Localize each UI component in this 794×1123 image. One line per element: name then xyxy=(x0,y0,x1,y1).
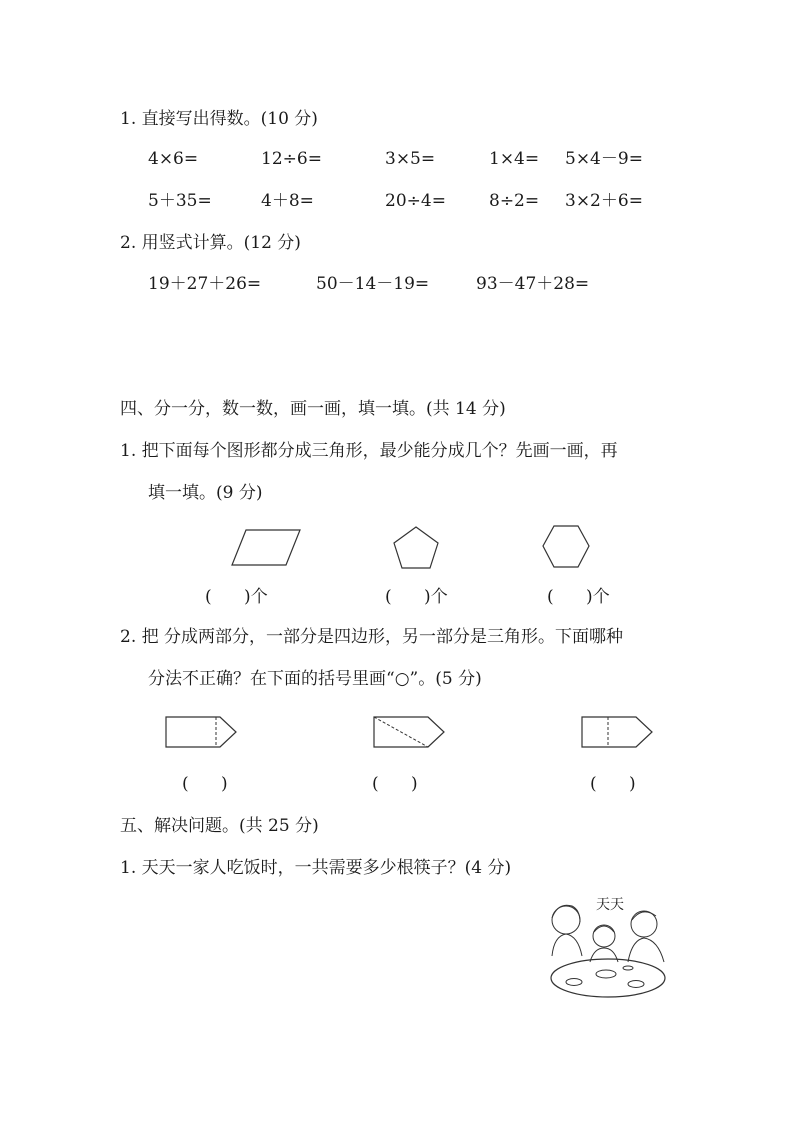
vertical-calc-item: 93－47＋28= xyxy=(476,274,590,294)
vertical-calc-item: 19＋27＋26= xyxy=(148,274,262,294)
oral-calc-item: 5＋35= xyxy=(148,191,212,211)
divided-shape-figure xyxy=(582,716,654,748)
oral-calc-item: 3×5= xyxy=(385,149,436,169)
answer-blank[interactable]: ( )个 xyxy=(205,587,268,607)
pentagon-figure xyxy=(392,526,440,570)
section4-q2-text: 2. 把 分成两部分，一部分是四边形，另一部分是三角形。下面哪种 xyxy=(120,627,624,647)
section4-q2-text: 分法不正确？在下面的括号里画“○”。(5 分) xyxy=(148,669,482,689)
vertical-calc-item: 50－14－19= xyxy=(316,274,430,294)
illustration-label: 天天 xyxy=(596,897,624,913)
oral-calc-item: 4＋8= xyxy=(261,191,314,211)
answer-blank[interactable]: ( )个 xyxy=(547,587,610,607)
section4-q1-text: 1. 把下面每个图形都分成三角形，最少能分成几个？先画一画，再 xyxy=(120,441,618,461)
oral-calc-item: 20÷4= xyxy=(385,191,446,211)
oral-calc-item: 1×4= xyxy=(489,149,540,169)
oral-calc-item: 5×4－9= xyxy=(565,149,643,169)
oral-calc-item: 3×2＋6= xyxy=(565,191,643,211)
answer-parens[interactable]: ( ) xyxy=(372,774,418,794)
hexagon-figure xyxy=(541,525,591,569)
oral-calc-item: 4×6= xyxy=(148,149,199,169)
section4-q1-text: 填一填。(9 分) xyxy=(148,483,263,503)
answer-parens[interactable]: ( ) xyxy=(590,774,636,794)
parallelogram-figure xyxy=(232,528,302,568)
oral-calc-item: 8÷2= xyxy=(489,191,540,211)
answer-blank[interactable]: ( )个 xyxy=(385,587,448,607)
divided-shape-figure xyxy=(166,716,238,748)
answer-parens[interactable]: ( ) xyxy=(182,774,228,794)
section5-q1-text: 1. 天天一家人吃饭时，一共需要多少根筷子？(4 分) xyxy=(120,858,512,878)
oral-calc-item: 12÷6= xyxy=(261,149,322,169)
q2-title: 2. 用竖式计算。(12 分) xyxy=(120,233,301,253)
section5-title: 五、解决问题。(共 25 分) xyxy=(120,816,319,836)
divided-shape-figure xyxy=(374,716,446,748)
section4-title: 四、分一分，数一数，画一画，填一填。(共 14 分) xyxy=(120,399,506,419)
q1-title: 1. 直接写出得数。(10 分) xyxy=(120,109,318,129)
